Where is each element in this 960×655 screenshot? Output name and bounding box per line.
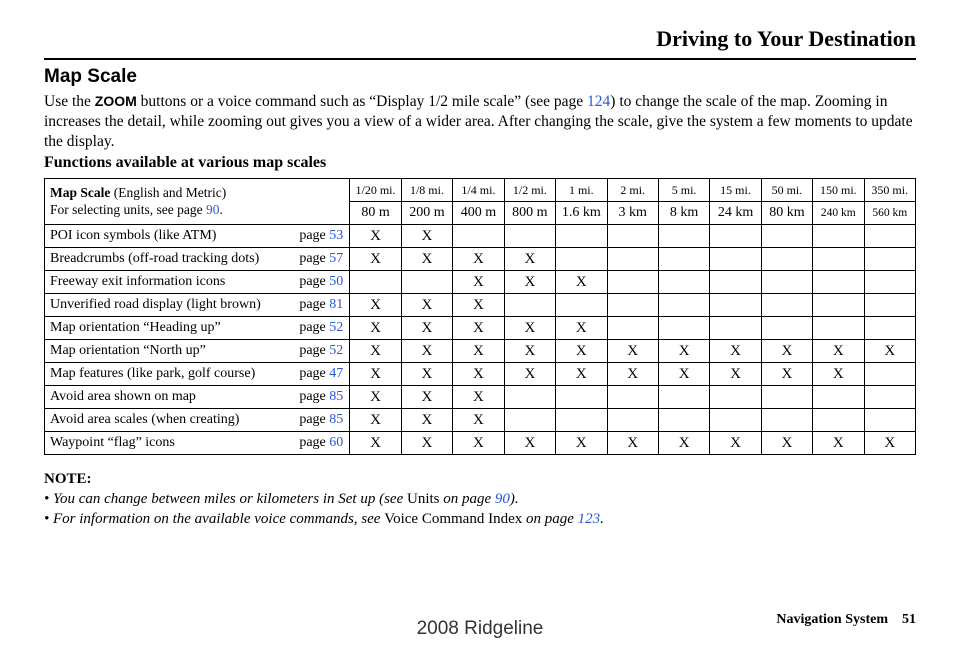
note-bullet-2: • For information on the available voice commands, see Voice Command Index on page 123.: [44, 511, 604, 527]
availability-cell: X: [350, 248, 401, 271]
availability-cell: [761, 386, 812, 409]
page-prefix: page: [299, 343, 330, 358]
page-prefix: page: [299, 320, 330, 335]
scale-english-4: 1 mi.: [556, 179, 607, 202]
map-scale-table: [44, 178, 916, 455]
availability-cell: [453, 225, 504, 248]
scale-metric-10: 560 km: [864, 202, 915, 225]
scale-metric-6: 8 km: [658, 202, 709, 225]
availability-cell: [401, 271, 452, 294]
table-row: [45, 409, 916, 432]
feature-page-ref: [293, 225, 349, 248]
availability-cell: X: [401, 248, 452, 271]
availability-cell: X: [658, 363, 709, 386]
table-row: [45, 248, 916, 271]
availability-cell: X: [761, 340, 812, 363]
note-bullet-1: • You can change between miles or kilometers in Set up (see Units on page 90).: [44, 491, 519, 507]
feature-page-link[interactable]: 50: [329, 274, 344, 289]
scale-english-10: 350 mi.: [864, 179, 915, 202]
availability-cell: [658, 386, 709, 409]
note-2a: For information on the available voice commands, see: [53, 511, 385, 527]
page-link-124[interactable]: 124: [587, 93, 611, 110]
availability-cell: X: [556, 271, 607, 294]
availability-cell: [710, 225, 761, 248]
note-1d: ).: [509, 491, 519, 507]
availability-cell: X: [710, 432, 761, 455]
availability-cell: [710, 409, 761, 432]
header-rule: [44, 58, 916, 60]
availability-cell: X: [556, 363, 607, 386]
availability-cell: X: [350, 363, 401, 386]
availability-cell: X: [607, 432, 658, 455]
zoom-button-label: ZOOM: [94, 93, 137, 109]
feature-page-ref: [293, 409, 349, 432]
availability-cell: X: [813, 340, 864, 363]
availability-cell: X: [453, 294, 504, 317]
availability-cell: [864, 317, 915, 340]
feature-page-ref: [293, 363, 349, 386]
availability-cell: [658, 294, 709, 317]
availability-cell: X: [401, 386, 452, 409]
availability-cell: [761, 271, 812, 294]
availability-cell: X: [453, 248, 504, 271]
availability-cell: X: [761, 363, 812, 386]
feature-page-ref: [293, 340, 349, 363]
availability-cell: [556, 248, 607, 271]
feature-label: Freeway exit information icons: [45, 271, 294, 294]
availability-cell: [710, 271, 761, 294]
availability-cell: X: [556, 340, 607, 363]
availability-cell: X: [504, 363, 555, 386]
availability-cell: X: [813, 363, 864, 386]
availability-cell: [864, 409, 915, 432]
page-prefix: page: [299, 274, 330, 289]
header-map-scale: Map Scale: [50, 185, 111, 200]
availability-cell: X: [761, 432, 812, 455]
availability-cell: X: [350, 432, 401, 455]
table-row: [45, 386, 916, 409]
availability-cell: [658, 225, 709, 248]
feature-label: Avoid area scales (when creating): [45, 409, 294, 432]
availability-cell: X: [401, 225, 452, 248]
availability-cell: X: [401, 340, 452, 363]
scale-metric-4: 1.6 km: [556, 202, 607, 225]
scale-english-9: 150 mi.: [813, 179, 864, 202]
note-2c: on page: [522, 511, 578, 527]
table-row: [45, 271, 916, 294]
availability-cell: [761, 225, 812, 248]
availability-cell: [504, 294, 555, 317]
scale-metric-1: 200 m: [401, 202, 452, 225]
scale-metric-9: 240 km: [813, 202, 864, 225]
availability-cell: [864, 294, 915, 317]
feature-label: POI icon symbols (like ATM): [45, 225, 294, 248]
availability-cell: X: [453, 317, 504, 340]
availability-cell: [864, 225, 915, 248]
availability-cell: X: [401, 317, 452, 340]
intro-paragraph: [44, 91, 924, 152]
availability-cell: X: [864, 340, 915, 363]
availability-cell: X: [607, 363, 658, 386]
page-prefix: page: [299, 366, 330, 381]
availability-cell: [710, 317, 761, 340]
availability-cell: X: [453, 340, 504, 363]
availability-cell: X: [504, 340, 555, 363]
availability-cell: [504, 386, 555, 409]
scale-english-5: 2 mi.: [607, 179, 658, 202]
availability-cell: X: [658, 340, 709, 363]
availability-cell: [761, 294, 812, 317]
table-title: Functions available at various map scales: [44, 154, 327, 171]
availability-cell: X: [401, 409, 452, 432]
availability-cell: X: [504, 271, 555, 294]
feature-page-link[interactable]: 81: [329, 297, 344, 312]
page-number: 51: [902, 612, 916, 627]
availability-cell: [761, 317, 812, 340]
table-row: [45, 340, 916, 363]
availability-cell: [710, 386, 761, 409]
availability-cell: [710, 248, 761, 271]
availability-cell: [556, 225, 607, 248]
availability-cell: X: [350, 409, 401, 432]
availability-cell: [813, 271, 864, 294]
availability-cell: [350, 271, 401, 294]
availability-cell: [556, 294, 607, 317]
availability-cell: [607, 409, 658, 432]
table-row: [45, 363, 916, 386]
availability-cell: [556, 386, 607, 409]
page-prefix: page: [299, 251, 330, 266]
availability-cell: [864, 271, 915, 294]
table-row: [45, 432, 916, 455]
feature-page-link[interactable]: 85: [329, 389, 344, 404]
footer-label: Navigation System: [776, 612, 888, 627]
availability-cell: [761, 409, 812, 432]
availability-cell: [607, 248, 658, 271]
note-2d: .: [600, 511, 604, 527]
availability-cell: X: [658, 432, 709, 455]
availability-cell: X: [350, 225, 401, 248]
units-suffix: .: [219, 202, 223, 217]
note-1c: on page: [439, 491, 495, 507]
availability-cell: [658, 248, 709, 271]
availability-cell: X: [453, 409, 504, 432]
availability-cell: X: [504, 432, 555, 455]
feature-page-link[interactable]: 57: [329, 251, 344, 266]
feature-page-link[interactable]: 60: [329, 435, 344, 450]
note-1-units: Units: [406, 491, 440, 507]
availability-cell: X: [864, 432, 915, 455]
scale-english-6: 5 mi.: [658, 179, 709, 202]
table-row: [45, 317, 916, 340]
availability-cell: X: [556, 432, 607, 455]
availability-cell: [658, 317, 709, 340]
availability-cell: X: [504, 317, 555, 340]
availability-cell: X: [504, 248, 555, 271]
scale-english-1: 1/8 mi.: [401, 179, 452, 202]
scale-metric-0: 80 m: [350, 202, 401, 225]
page-prefix: page: [299, 389, 330, 404]
availability-cell: [658, 271, 709, 294]
feature-label: Map features (like park, golf course): [45, 363, 294, 386]
page-link-90[interactable]: 90: [205, 202, 220, 217]
availability-cell: [864, 386, 915, 409]
availability-cell: X: [350, 317, 401, 340]
availability-cell: [813, 294, 864, 317]
feature-label: Map orientation “Heading up”: [45, 317, 294, 340]
availability-cell: X: [607, 340, 658, 363]
page-link-90-note[interactable]: 90: [494, 491, 510, 507]
availability-cell: X: [401, 363, 452, 386]
feature-page-link[interactable]: 52: [329, 343, 344, 358]
header-units: (English and Metric): [110, 185, 227, 200]
availability-cell: X: [350, 340, 401, 363]
availability-cell: [710, 294, 761, 317]
table-row: [45, 294, 916, 317]
note-1a: You can change between miles or kilometers in Set up (see: [53, 491, 407, 507]
availability-cell: [504, 409, 555, 432]
availability-cell: [658, 409, 709, 432]
availability-cell: X: [401, 294, 452, 317]
availability-cell: [813, 386, 864, 409]
availability-cell: [813, 225, 864, 248]
availability-cell: [607, 317, 658, 340]
feature-page-link[interactable]: 85: [329, 412, 344, 427]
feature-page-ref: [293, 248, 349, 271]
note-label: NOTE:: [44, 471, 92, 487]
availability-cell: [504, 225, 555, 248]
table-header-cell: [45, 179, 350, 225]
scale-english-2: 1/4 mi.: [453, 179, 504, 202]
intro-text-3: ) to change the scale of the map. Zooming in increases the detail, while zooming out gives you a view of a wider area. After changing the scale, give the system a few moments to update the display.: [44, 93, 913, 150]
availability-cell: X: [453, 432, 504, 455]
header-row-english: [45, 179, 916, 202]
page-prefix: page: [299, 297, 330, 312]
feature-label: Waypoint “flag” icons: [45, 432, 294, 455]
scale-english-0: 1/20 mi.: [350, 179, 401, 202]
section-title: Map Scale: [44, 66, 137, 87]
availability-cell: [607, 225, 658, 248]
availability-cell: X: [556, 317, 607, 340]
feature-label: Unverified road display (light brown): [45, 294, 294, 317]
availability-cell: X: [350, 294, 401, 317]
availability-cell: [864, 248, 915, 271]
note-block: [44, 469, 604, 529]
scale-english-7: 15 mi.: [710, 179, 761, 202]
page-link-123[interactable]: 123: [577, 511, 601, 527]
availability-cell: X: [453, 271, 504, 294]
availability-cell: [607, 271, 658, 294]
scale-metric-5: 3 km: [607, 202, 658, 225]
availability-cell: X: [453, 363, 504, 386]
intro-text-1: Use the: [44, 93, 95, 110]
scale-english-8: 50 mi.: [761, 179, 812, 202]
availability-cell: [556, 409, 607, 432]
running-head: Driving to Your Destination: [656, 26, 916, 51]
scale-metric-3: 800 m: [504, 202, 555, 225]
page-prefix: page: [299, 435, 330, 450]
feature-page-link[interactable]: 52: [329, 320, 344, 335]
scale-metric-2: 400 m: [453, 202, 504, 225]
page-prefix: page: [299, 228, 330, 243]
availability-cell: X: [350, 386, 401, 409]
availability-cell: [607, 294, 658, 317]
feature-page-ref: [293, 317, 349, 340]
table-row: [45, 225, 916, 248]
feature-page-link[interactable]: 53: [329, 228, 344, 243]
availability-cell: [607, 386, 658, 409]
availability-cell: [813, 248, 864, 271]
note-2-voice-index: Voice Command Index: [384, 511, 523, 527]
scale-metric-8: 80 km: [761, 202, 812, 225]
feature-page-ref: [293, 432, 349, 455]
availability-cell: X: [710, 363, 761, 386]
page-prefix: page: [299, 412, 330, 427]
availability-cell: X: [401, 432, 452, 455]
feature-label: Avoid area shown on map: [45, 386, 294, 409]
scale-metric-7: 24 km: [710, 202, 761, 225]
availability-cell: X: [453, 386, 504, 409]
feature-page-ref: [293, 294, 349, 317]
availability-cell: [813, 317, 864, 340]
feature-label: Breadcrumbs (off-road tracking dots): [45, 248, 294, 271]
feature-label: Map orientation “North up”: [45, 340, 294, 363]
availability-cell: [864, 363, 915, 386]
availability-cell: X: [710, 340, 761, 363]
feature-page-ref: [293, 386, 349, 409]
units-prefix: For selecting units, see page: [50, 202, 206, 217]
feature-page-link[interactable]: 47: [329, 366, 344, 381]
scale-english-3: 1/2 mi.: [504, 179, 555, 202]
availability-cell: [761, 248, 812, 271]
model-watermark: 2008 Ridgeline: [416, 618, 544, 639]
intro-text-2: buttons or a voice command such as “Display 1/2 mile scale” (see page: [136, 93, 588, 110]
availability-cell: [813, 409, 864, 432]
feature-page-ref: [293, 271, 349, 294]
availability-cell: X: [813, 432, 864, 455]
